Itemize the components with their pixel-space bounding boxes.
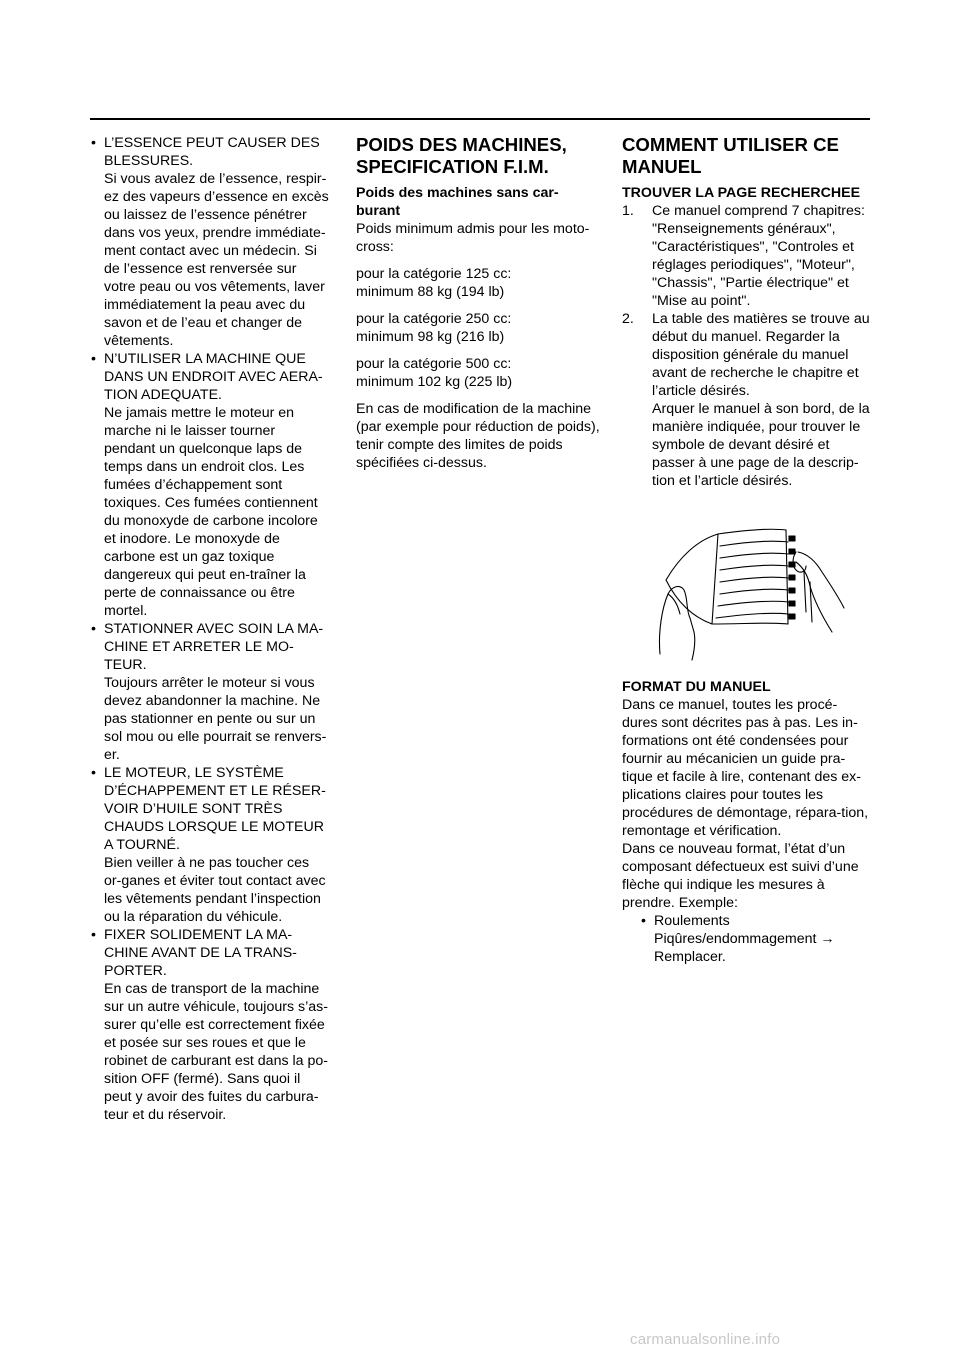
example-component: Roulements xyxy=(654,913,730,929)
step-number: 2. xyxy=(622,311,634,327)
warning-item xyxy=(90,134,330,350)
steps-list xyxy=(622,202,870,490)
weights-subheading: Poids des machines sans car-burant xyxy=(356,185,559,219)
example-condition: Piqûres/endommagement xyxy=(654,931,817,947)
weights-note: En cas de modification de la machine (par exemple pour réduction de poids), tenir compte des limites de poids spécifiées ci-dessus. xyxy=(356,401,600,471)
weight-category-label: pour la catégorie 500 cc: xyxy=(356,356,512,372)
warning-list xyxy=(90,134,330,1124)
warning-title: • STATIONNER AVEC SOIN LA MA-CHINE ET ARRETER LE MO-TEUR. xyxy=(104,621,324,673)
weight-minimum: minimum 98 kg (216 lb) xyxy=(356,329,505,345)
top-rule xyxy=(90,118,870,120)
weight-category xyxy=(356,265,601,301)
warning-item xyxy=(90,926,330,1124)
step-item xyxy=(622,310,870,490)
example-item xyxy=(640,912,870,966)
step-extra-text: Arquer le manuel à son bord, de la manière indiquée, pour trouver le symbole de devant désiré et passer à une page de la descrip-tion et l’article désirés. xyxy=(652,401,870,489)
warning-title: • L’ESSENCE PEUT CAUSER DES BLESSURES. xyxy=(104,135,320,169)
watermark-footer: carmanualsonline.info xyxy=(630,1331,781,1348)
find-page-subheading: TROUVER LA PAGE RECHERCHEE xyxy=(622,185,861,201)
weight-minimum: minimum 102 kg (225 lb) xyxy=(356,374,513,390)
example-action: Remplacer. xyxy=(654,949,726,965)
warning-description: En cas de transport de la machine sur un autre véhicule, toujours s’as-surer qu’elle est correctement fixée et posée sur ses roues et que le robinet de carburant est dans la po-sition OFF (fermé). Sans quoi il peut y avoir des fuites du carbura-teur et du réservoir. xyxy=(104,981,328,1123)
warnings-column xyxy=(90,134,330,1124)
manual-usage-heading: COMMENT UTILISER CE MANUEL xyxy=(622,134,839,177)
manual-thumb-index-illustration xyxy=(646,512,846,662)
step-item xyxy=(622,202,870,310)
warning-item xyxy=(90,620,330,764)
warning-description: Si vous avalez de l’essence, respir-ez des vapeurs d’essence en excès ou laissez de l’essence pénétrer dans vos yeux, prendre immédiate-ment contact avec un médecin. Si de l’essence est renversée sur votre peau ou vos vêtements, laver immédiatement la peau avec du savon et de l’eau et changer de vêtements. xyxy=(104,171,329,349)
format-paragraph: Dans ce manuel, toutes les procé-dures sont décrites pas à pas. Les in-formations ont été condensées pour fournir au mécanicien un guide pra-tique et facile à lire, contenant des ex-plications claires pour toutes les procédures de démontage, répara-tion, remontage et vérification. xyxy=(622,697,869,839)
manual-usage-column xyxy=(622,134,870,966)
step-text: Ce manuel comprend 7 chapitres: "Renseignements généraux", "Caractéristiques", "Controles et réglages periodiques", "Moteur", "Chassis", "Partie électrique" et "Mise au point". xyxy=(652,203,865,309)
weight-minimum: minimum 88 kg (194 lb) xyxy=(356,284,505,300)
weights-intro: Poids minimum admis pour les moto-cross: xyxy=(356,221,590,255)
format-subheading: FORMAT DU MANUEL xyxy=(622,679,771,695)
warning-title: • N’UTILISER LA MACHINE QUE DANS UN ENDROIT AVEC AERA-TION ADEQUATE. xyxy=(104,351,323,403)
weights-column xyxy=(356,134,601,472)
weight-category xyxy=(356,310,601,346)
weight-category-label: pour la catégorie 125 cc: xyxy=(356,266,512,282)
warning-description: Toujours arrêter le moteur si vous devez abandonner la machine. Ne pas stationner en pente ou sur un sol mou ou elle pourrait se renvers-er. xyxy=(104,675,327,763)
warning-description: Ne jamais mettre le moteur en marche ni le laisser tourner pendant un quelconque laps de temps dans un endroit clos. Les fumées d’échappement sont toxiques. Ces fumées contiennent du monoxyde de carbone incolore et inodore. Le monoxyde de carbone est un gaz toxique dangereux qui peut en-traîner la perte de connaissance ou être mortel. xyxy=(104,405,318,619)
format-paragraph: Dans ce nouveau format, l’état d’un composant défectueux est suivi d’une flèche qui indique les mesures à prendre. Exemple: xyxy=(622,841,859,911)
step-number: 1. xyxy=(622,203,634,219)
step-text: La table des matières se trouve au début du manuel. Regarder la disposition générale du manuel avant de recherche le chapitre et l’article désirés. xyxy=(652,311,870,399)
arrow-right-icon: → xyxy=(820,931,835,947)
weights-heading: POIDS DES MACHINES, SPECIFICATION F.I.M. xyxy=(356,134,567,177)
example-list xyxy=(622,912,870,966)
weight-category xyxy=(356,355,601,391)
warning-item xyxy=(90,764,330,926)
warning-description: Bien veiller à ne pas toucher ces or-ganes et éviter tout contact avec les vêtements pendant l’inspection ou la réparation du véhicule. xyxy=(104,855,326,925)
warning-title: • FIXER SOLIDEMENT LA MA-CHINE AVANT DE LA TRANS-PORTER. xyxy=(104,927,297,979)
weight-category-label: pour la catégorie 250 cc: xyxy=(356,311,512,327)
warning-item xyxy=(90,350,330,620)
warning-title: • LE MOTEUR, LE SYSTÈME D’ÉCHAPPEMENT ET LE RÉSER-VOIR D’HUILE SONT TRÈS CHAUDS LORSQUE LE MOTEUR A TOURNÉ. xyxy=(104,765,326,853)
